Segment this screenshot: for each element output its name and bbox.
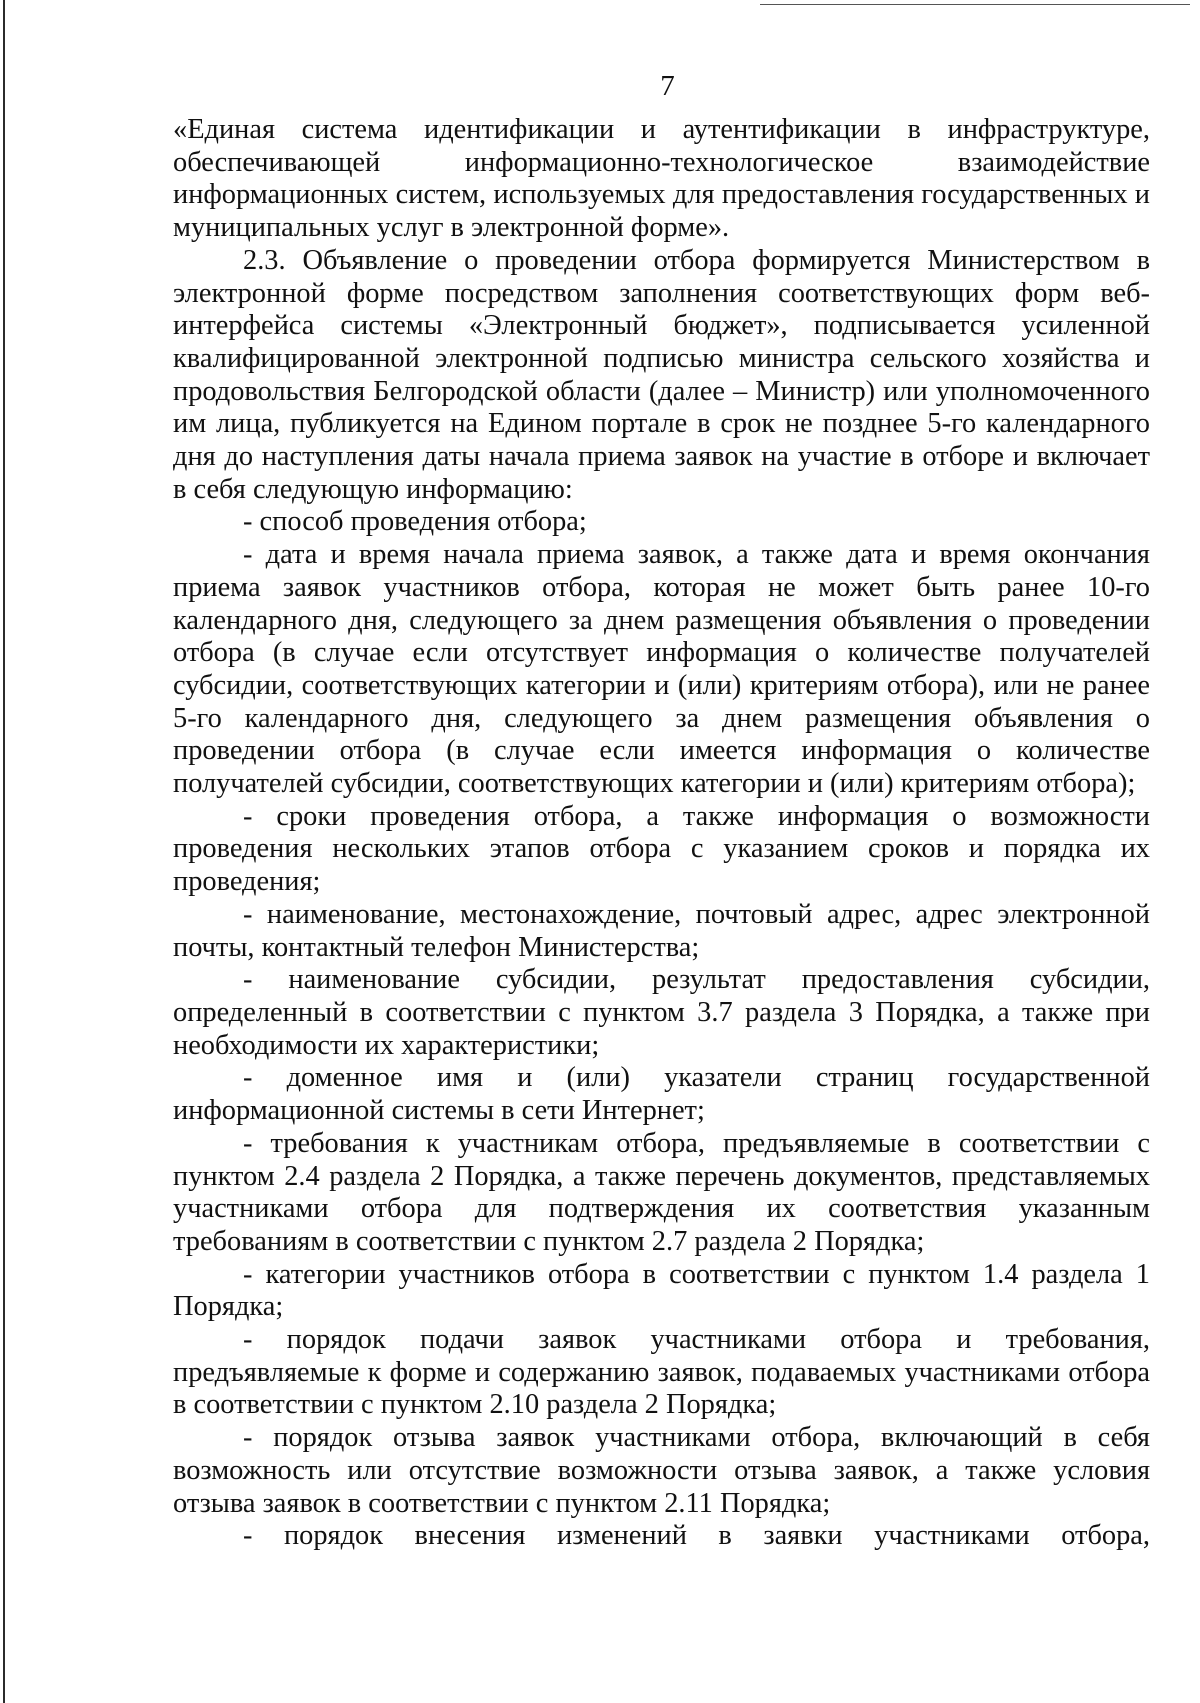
scan-edge-top (760, 4, 1190, 5)
list-item-selection-terms: - сроки проведения отбора, а также информация о возможности проведения нескольких этапов отбора с указанием сроков и порядка их проведения; (173, 800, 1150, 898)
paragraph-continuation: «Единая система идентификации и аутентификации в инфраструктуре, обеспечивающей информационно-технологическое взаимодействие информационных систем, используемых для предоставления государственных и муниципальных услуг в электронной форме». (173, 114, 1150, 244)
scan-edge-left (3, 0, 5, 1703)
list-item-application-withdrawal: - порядок отзыва заявок участниками отбора, включающий в себя возможность или отсутствие возможности отзыва заявок, а также условия отзыва заявок в соответствии с пунктом 2.11 Порядка; (173, 1422, 1150, 1519)
list-item-application-dates: - дата и время начала приема заявок, а также дата и время окончания приема заявок участников отбора, которая не может быть ранее 10-го календарного дня, следующего за днем размещения объявления о проведении отбора (в случае если отсутствует информация о количестве получателей субсидии, соответствующих категории и (или) критериям отбора), или не ранее 5-го календарного дня, следующего за днем размещения объявления о проведении отбора (в случае если имеется информация о количестве получателей субсидии, соответствующих категории и (или) критериям отбора); (173, 539, 1150, 800)
list-item-application-submission: - порядок подачи заявок участниками отбора и требования, предъявляемые к форме и содержанию заявок, подаваемых участниками отбора в соответствии с пунктом 2.10 раздела 2 Порядка; (173, 1324, 1150, 1421)
list-item-ministry-contacts: - наименование, местонахождение, почтовый адрес, адрес электронной почты, контактный телефон Министерства; (173, 898, 1150, 963)
list-item-application-changes: - порядок внесения изменений в заявки участниками отбора, (243, 1520, 1150, 1552)
document-body (173, 114, 1150, 1553)
paragraph-2-3: 2.3. Объявление о проведении отбора формируется Министерством в электронной форме посредством заполнения соответствующих форм веб-интерфейса системы «Электронный бюджет», подписывается усиленной квалифицированной электронной подписью министра сельского хозяйства и продовольствия Белгородской области (далее – Министр) или уполномоченного им лица, публикуется на Едином портале в срок не позднее 5-го календарного дня до наступления даты начала приема заявок на участие в отборе и включает в себя следующую информацию: (173, 244, 1150, 505)
list-item-participant-categories: - категории участников отбора в соответствии с пунктом 1.4 раздела 1 Порядка; (173, 1258, 1150, 1323)
list-item-domain-name: - доменное имя и (или) указатели страниц государственной информационной системы в сети Интернет; (173, 1062, 1150, 1127)
list-item-selection-method: - способ проведения отбора; (243, 506, 587, 538)
list-item-subsidy-result: - наименование субсидии, результат предоставления субсидии, определенный в соответствии с пунктом 3.7 раздела 3 Порядка, а также при необходимости их характеристики; (173, 964, 1150, 1061)
page-number: 7 (660, 70, 675, 102)
list-item-participant-requirements: - требования к участникам отбора, предъявляемые в соответствии с пунктом 2.4 раздела 2 Порядка, а также перечень документов, представляемых участниками отбора для подтверждения их соответствия указанным требованиям в соответствии с пунктом 2.7 раздела 2 Порядка; (173, 1127, 1150, 1257)
